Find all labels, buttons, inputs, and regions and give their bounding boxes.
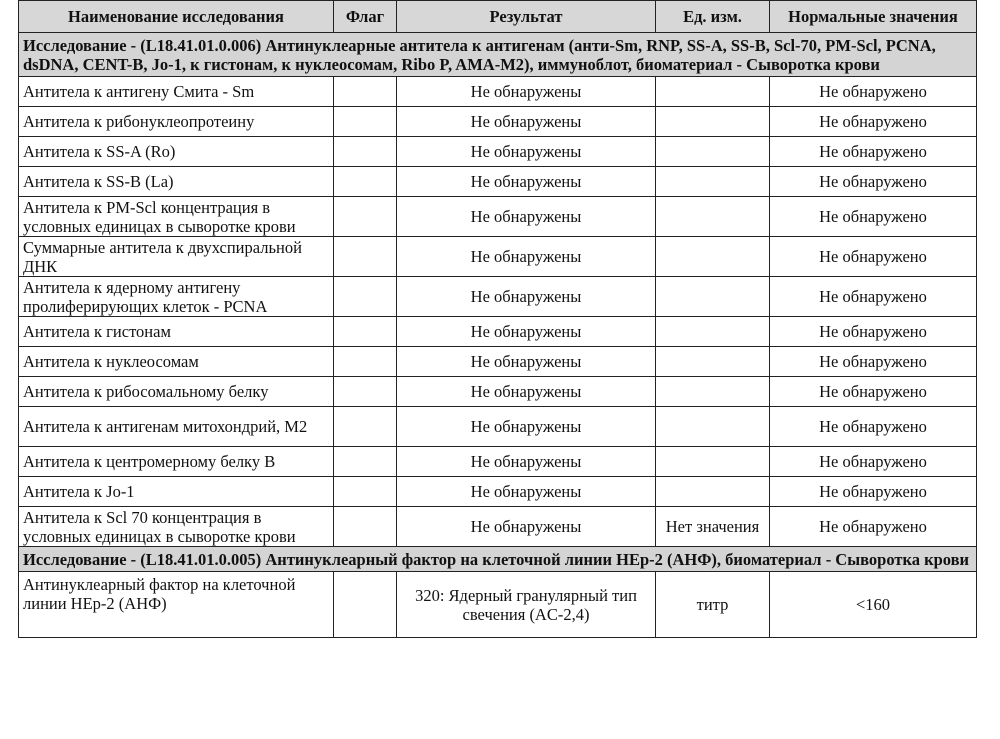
table-row	[19, 317, 977, 347]
test-norm: Не обнаружено	[770, 407, 977, 447]
test-result: Не обнаружены	[397, 407, 656, 447]
test-name: Антитела к SS-A (Ro)	[19, 137, 334, 167]
test-name: Антитела к рибонуклеопротеину	[19, 107, 334, 137]
test-flag	[334, 572, 397, 638]
test-unit	[656, 197, 770, 237]
test-result: Не обнаружены	[397, 237, 656, 277]
test-flag	[334, 237, 397, 277]
table-row	[19, 572, 977, 638]
test-flag	[334, 407, 397, 447]
test-name: Антинуклеарный фактор на клеточной линии HEp-2 (АНФ)	[19, 572, 334, 638]
test-name: Антитела к гистонам	[19, 317, 334, 347]
test-flag	[334, 197, 397, 237]
test-result: Не обнаружены	[397, 447, 656, 477]
section-header	[19, 547, 977, 572]
test-unit	[656, 137, 770, 167]
test-name: Антитела к антигену Смита - Sm	[19, 77, 334, 107]
lab-results-sheet	[18, 0, 976, 638]
table-row	[19, 407, 977, 447]
header-flag: Флаг	[334, 1, 397, 33]
table-row	[19, 277, 977, 317]
test-unit	[656, 317, 770, 347]
test-name: Антитела к центромерному белку B	[19, 447, 334, 477]
table-row	[19, 107, 977, 137]
table-row	[19, 77, 977, 107]
header-name: Наименование исследования	[19, 1, 334, 33]
header-norm: Нормальные значения	[770, 1, 977, 33]
section-title: Исследование - (L18.41.01.0.005) Антинуклеарный фактор на клеточной линии HEp-2 (АНФ), биоматериал - Сыворотка крови	[19, 547, 977, 572]
test-norm: Не обнаружено	[770, 137, 977, 167]
table-row	[19, 237, 977, 277]
test-result: Не обнаружены	[397, 377, 656, 407]
test-norm: Не обнаружено	[770, 167, 977, 197]
header-result: Результат	[397, 1, 656, 33]
test-unit	[656, 277, 770, 317]
table-row	[19, 347, 977, 377]
test-result: Не обнаружены	[397, 347, 656, 377]
test-name: Антитела к PM-Scl концентрация в условных единицах в сыворотке крови	[19, 197, 334, 237]
test-name: Антитела к рибосомальному белку	[19, 377, 334, 407]
lab-results-table	[18, 0, 977, 638]
test-result: Не обнаружены	[397, 167, 656, 197]
test-name: Антитела к Jo-1	[19, 477, 334, 507]
test-norm: Не обнаружено	[770, 277, 977, 317]
test-flag	[334, 317, 397, 347]
test-unit	[656, 407, 770, 447]
test-flag	[334, 107, 397, 137]
test-result: Не обнаружены	[397, 507, 656, 547]
test-norm: Не обнаружено	[770, 377, 977, 407]
test-unit	[656, 237, 770, 277]
test-norm: Не обнаружено	[770, 197, 977, 237]
test-unit	[656, 447, 770, 477]
table-row	[19, 477, 977, 507]
test-norm: Не обнаружено	[770, 317, 977, 347]
test-flag	[334, 347, 397, 377]
test-unit	[656, 477, 770, 507]
section-header	[19, 33, 977, 77]
test-norm: Не обнаружено	[770, 477, 977, 507]
test-norm: Не обнаружено	[770, 237, 977, 277]
test-unit	[656, 377, 770, 407]
test-norm: Не обнаружено	[770, 107, 977, 137]
test-name: Антитела к Scl 70 концентрация в условных единицах в сыворотке крови	[19, 507, 334, 547]
test-unit	[656, 77, 770, 107]
test-norm: Не обнаружено	[770, 347, 977, 377]
table-row	[19, 167, 977, 197]
test-result: Не обнаружены	[397, 477, 656, 507]
test-unit: титр	[656, 572, 770, 638]
test-norm: Не обнаружено	[770, 77, 977, 107]
test-name: Антитела к антигенам митохондрий, M2	[19, 407, 334, 447]
test-flag	[334, 477, 397, 507]
table-row	[19, 507, 977, 547]
test-norm: Не обнаружено	[770, 447, 977, 477]
test-name: Антитела к ядерному антигену пролиферирующих клеток - PCNA	[19, 277, 334, 317]
test-unit	[656, 167, 770, 197]
test-name: Антитела к SS-B (La)	[19, 167, 334, 197]
test-name: Суммарные антитела к двухспиральной ДНК	[19, 237, 334, 277]
test-flag	[334, 507, 397, 547]
test-result: Не обнаружены	[397, 137, 656, 167]
table-row	[19, 197, 977, 237]
test-flag	[334, 277, 397, 317]
section-title: Исследование - (L18.41.01.0.006) Антинуклеарные антитела к антигенам (анти-Sm, RNP, SS-A, SS-B, Scl-70, PM-Scl, PCNA, dsDNA, CENT-B, Jo-1, к гистонам, к нуклеосомам, Ribo P, AMA-M2), иммуноблот, биоматериал - Сыворотка крови	[19, 33, 977, 77]
test-flag	[334, 447, 397, 477]
test-result: Не обнаружены	[397, 277, 656, 317]
header-row	[19, 1, 977, 33]
test-flag	[334, 167, 397, 197]
test-result: 320: Ядерный гранулярный тип свечения (AC-2,4)	[397, 572, 656, 638]
test-result: Не обнаружены	[397, 107, 656, 137]
test-unit: Нет значения	[656, 507, 770, 547]
test-result: Не обнаружены	[397, 317, 656, 347]
test-unit	[656, 107, 770, 137]
test-flag	[334, 77, 397, 107]
test-name: Антитела к нуклеосомам	[19, 347, 334, 377]
test-norm: <160	[770, 572, 977, 638]
test-flag	[334, 377, 397, 407]
test-result: Не обнаружены	[397, 77, 656, 107]
test-flag	[334, 137, 397, 167]
test-result: Не обнаружены	[397, 197, 656, 237]
table-row	[19, 377, 977, 407]
test-unit	[656, 347, 770, 377]
test-norm: Не обнаружено	[770, 507, 977, 547]
table-row	[19, 137, 977, 167]
header-unit: Ед. изм.	[656, 1, 770, 33]
table-row	[19, 447, 977, 477]
